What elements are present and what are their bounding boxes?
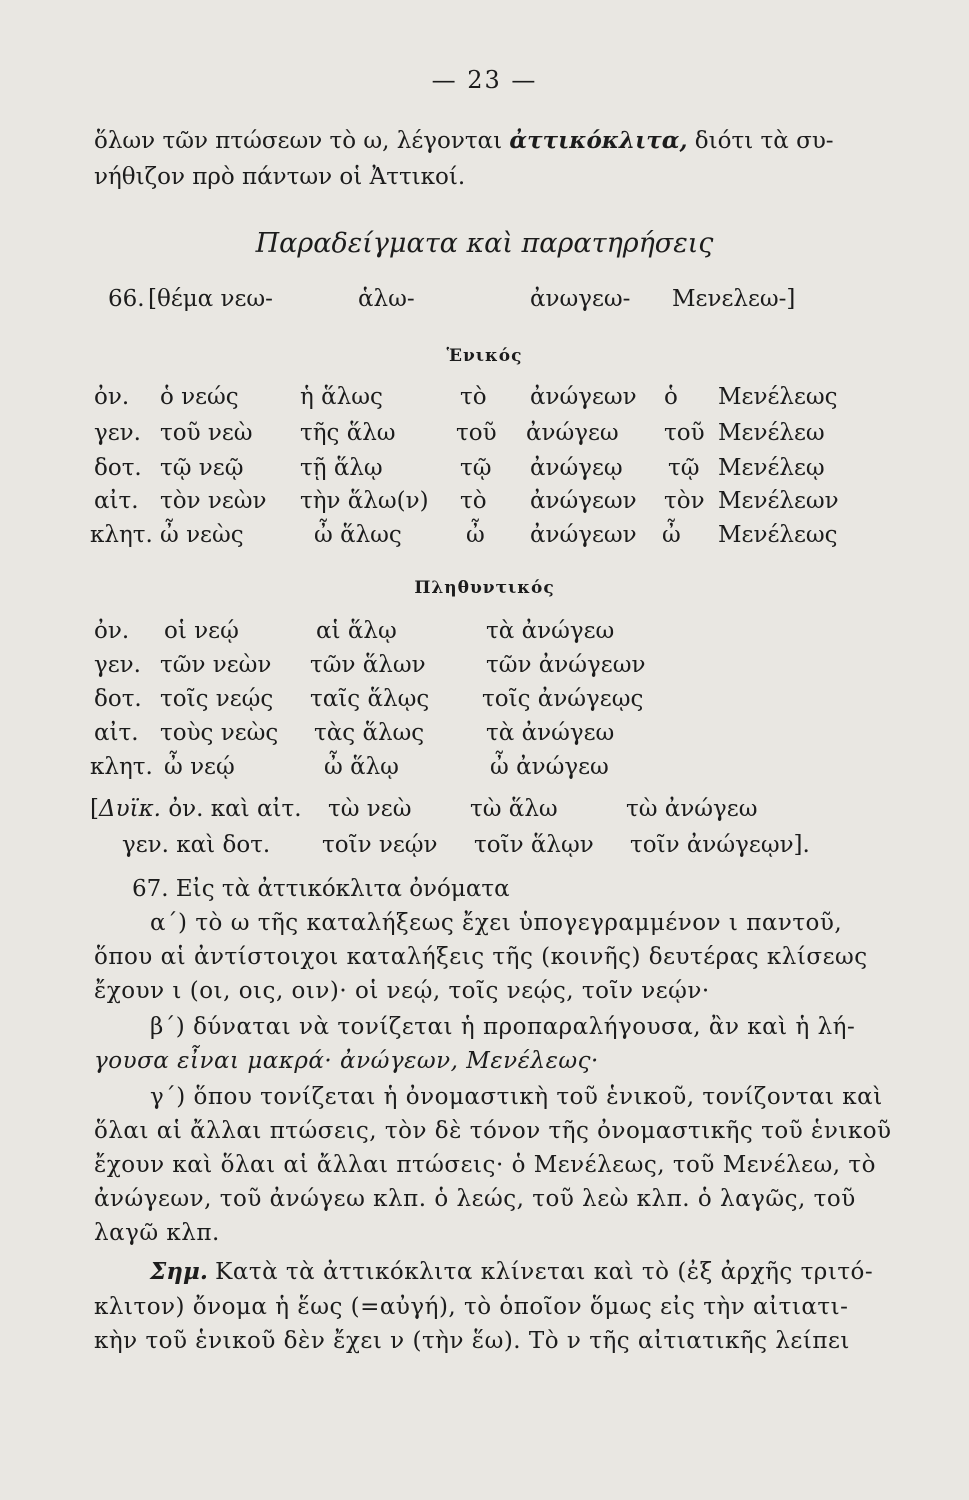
form-menelao: Μενέλεως bbox=[718, 384, 838, 410]
form-nea: ὦ νεῴ bbox=[164, 754, 235, 780]
theme-stem-3: Μενελεω-] bbox=[672, 286, 796, 312]
note-label: Σημ. bbox=[150, 1258, 208, 1285]
article-anogeo: ὦ bbox=[466, 522, 485, 548]
intro-line-1 bbox=[94, 124, 854, 158]
form-nea: τοῦ νεὼ bbox=[160, 420, 253, 446]
form-anogeo: τοῖς ἀνώγεῳς bbox=[482, 686, 644, 712]
open-bracket: [ bbox=[90, 796, 99, 822]
form-anogeo: τὰ ἀνώγεω bbox=[486, 720, 615, 746]
form-halo: τῆς ἅλω bbox=[300, 420, 396, 446]
case-label: αἰτ. bbox=[94, 720, 139, 746]
plural-title: Πληθυντικός bbox=[414, 578, 555, 598]
note-text: Κατὰ τὰ ἀττικόκλιτα κλίνεται καὶ τὸ (ἐξ ἀρχῆς τριτό- bbox=[215, 1259, 874, 1285]
form-halo: τοῖν ἅλῳν bbox=[474, 832, 594, 858]
form-halo: τὴν ἅλω(ν) bbox=[300, 488, 429, 514]
dual-abbrev: Δυϊκ. bbox=[98, 796, 161, 822]
intro-text: ὅλων τῶν πτώσεων τὸ ω, λέγονται bbox=[94, 128, 510, 154]
form-nea: τοῖς νεῴς bbox=[160, 686, 274, 712]
form-halo: ταῖς ἅλῳς bbox=[310, 686, 430, 712]
note-line: κλιτον) ὄνομα ἡ ἕως (=αὐγή), τὸ ὁποῖον ὅμως εἰς τὴν αἰτιατι- bbox=[94, 1294, 849, 1320]
form-halo: τὼ ἅλω bbox=[470, 796, 558, 822]
theme-stem-1: ἁλω- bbox=[358, 286, 415, 312]
form-halo: τῇ ἅλῳ bbox=[300, 455, 383, 481]
form-nea: τοὺς νεὼς bbox=[160, 720, 279, 746]
rule-a-line: ἔχουν ι (οι, οις, οιν)· οἱ νεῴ, τοῖς νεῴς, τοῖν νεῴν· bbox=[94, 978, 710, 1004]
form-menelao: Μενέλεω bbox=[718, 420, 825, 446]
section-heading: Παραδείγματα καὶ παρατηρήσεις bbox=[255, 228, 714, 259]
note-line-1 bbox=[150, 1258, 873, 1285]
case-label: ὀν. bbox=[94, 618, 130, 644]
dual-cases: ὀν. καὶ αἰτ. bbox=[168, 796, 302, 822]
form-anogeo: τὼ ἀνώγεω bbox=[626, 796, 758, 822]
article-menelao: τὸν bbox=[664, 488, 705, 514]
form-nea: οἱ νεῴ bbox=[164, 618, 239, 644]
dual-label: γεν. καὶ δοτ. bbox=[122, 832, 271, 858]
article-anogeo: τοῦ bbox=[456, 420, 497, 446]
form-menelao: Μενέλεως bbox=[718, 522, 838, 548]
theme-number: 66. bbox=[108, 286, 145, 312]
article-menelao: ὁ bbox=[664, 384, 678, 410]
form-halo: ὦ ἅλως bbox=[314, 522, 402, 548]
rule-c-line: γ΄) ὅπου τονίζεται ἡ ὀνομαστικὴ τοῦ ἑνικοῦ, τονίζονται καὶ bbox=[150, 1084, 883, 1110]
form-halo: ὦ ἅλῳ bbox=[324, 754, 399, 780]
section-number: 67. bbox=[132, 876, 169, 902]
rule-b-line: γουσα εἶναι μακρά· ἀνώγεων, Μενέλεως· bbox=[94, 1048, 599, 1074]
case-label: ὀν. bbox=[94, 384, 130, 410]
dual-label bbox=[90, 796, 302, 822]
note-line: κὴν τοῦ ἑνικοῦ δὲν ἔχει ν (τὴν ἕω). Τὸ ν τῆς αἰτιατικῆς λείπει bbox=[94, 1328, 850, 1354]
rule-a-line: ὅπου αἱ ἀντίστοιχοι καταλήξεις τῆς (κοινῆς) δευτέρας κλίσεως bbox=[94, 944, 868, 970]
section-67-title bbox=[132, 876, 510, 902]
article-menelao: ὦ bbox=[662, 522, 681, 548]
page-number: — 23 — bbox=[431, 66, 538, 94]
intro-line-2: νήθιζον πρὸ πάντων οἱ Ἀττικοί. bbox=[94, 164, 466, 190]
article-menelao: τῷ bbox=[668, 455, 700, 481]
rule-b-line: β΄) δύναται νὰ τονίζεται ἡ προπαραλήγουσα, ἂν καὶ ἡ λή- bbox=[150, 1014, 856, 1040]
form-nea: τοῖν νεῴν bbox=[322, 832, 438, 858]
article-anogeo: τὸ bbox=[460, 384, 487, 410]
form-anogeo: ὦ ἀνώγεω bbox=[490, 754, 609, 780]
form-anogeo: ἀνώγεων bbox=[530, 488, 637, 514]
form-anogeo: ἀνώγεων bbox=[530, 384, 637, 410]
case-label: γεν. bbox=[94, 420, 141, 446]
intro-term: ἀττικόκλιτα, bbox=[509, 127, 688, 154]
article-menelao: τοῦ bbox=[664, 420, 705, 446]
rule-c-line: λαγῶ κλπ. bbox=[94, 1220, 220, 1246]
article-anogeo: τῷ bbox=[460, 455, 492, 481]
form-nea: τὸν νεὼν bbox=[160, 488, 267, 514]
form-halo: τῶν ἅλων bbox=[310, 652, 426, 678]
case-label: αἰτ. bbox=[94, 488, 139, 514]
singular-title: Ἑνικός bbox=[446, 346, 523, 366]
form-anogeo: τοῖν ἀνώγεῳν]. bbox=[630, 832, 810, 858]
form-anogeo: τῶν ἀνώγεων bbox=[486, 652, 646, 678]
form-nea: τῷ νεῷ bbox=[160, 455, 244, 481]
rule-c-line: ἔχουν καὶ ὅλαι αἱ ἄλλαι πτώσεις· ὁ Μενέλεως, τοῦ Μενέλεω, τὸ bbox=[94, 1152, 877, 1178]
form-anogeo: ἀνώγεω bbox=[526, 420, 619, 446]
form-menelao: Μενέλεῳ bbox=[718, 455, 825, 481]
theme-label: [θέμα νεω- bbox=[148, 286, 273, 312]
rule-c-line: ὅλαι αἱ ἄλλαι πτώσεις, τὸν δὲ τόνον τῆς ὀνομαστικῆς τοῦ ἑνικοῦ bbox=[94, 1118, 892, 1144]
rule-a-line: α΄) τὸ ω τῆς καταλήξεως ἔχει ὑπογεγραμμένον ι παντοῦ, bbox=[150, 910, 843, 936]
form-anogeo: ἀνώγεῳ bbox=[530, 455, 623, 481]
rule-c-line: ἀνώγεων, τοῦ ἀνώγεω κλπ. ὁ λεώς, τοῦ λεὼ κλπ. ὁ λαγῶς, τοῦ bbox=[94, 1186, 856, 1212]
form-nea: ὦ νεὼς bbox=[160, 522, 244, 548]
case-label: κλητ. bbox=[90, 754, 153, 780]
form-halo: τὰς ἅλως bbox=[314, 720, 425, 746]
section-title-text: Εἰς τὰ ἀττικόκλιτα ὀνόματα bbox=[175, 876, 510, 902]
form-nea: τῶν νεὼν bbox=[160, 652, 272, 678]
intro-text-end: διότι τὰ συ- bbox=[687, 128, 834, 154]
case-label: δοτ. bbox=[94, 686, 142, 712]
form-anogeo: ἀνώγεων bbox=[530, 522, 637, 548]
form-menelao: Μενέλεων bbox=[718, 488, 839, 514]
form-anogeo: τὰ ἀνώγεω bbox=[486, 618, 615, 644]
case-label: γεν. bbox=[94, 652, 141, 678]
case-label: δοτ. bbox=[94, 455, 142, 481]
form-nea: ὁ νεώς bbox=[160, 384, 239, 410]
case-label: κλητ. bbox=[90, 522, 153, 548]
form-halo: ἡ ἅλως bbox=[300, 384, 383, 410]
form-nea: τὼ νεὼ bbox=[328, 796, 412, 822]
form-halo: αἱ ἅλῳ bbox=[316, 618, 397, 644]
theme-stem-2: ἀνωγεω- bbox=[530, 286, 631, 312]
article-anogeo: τὸ bbox=[460, 488, 487, 514]
